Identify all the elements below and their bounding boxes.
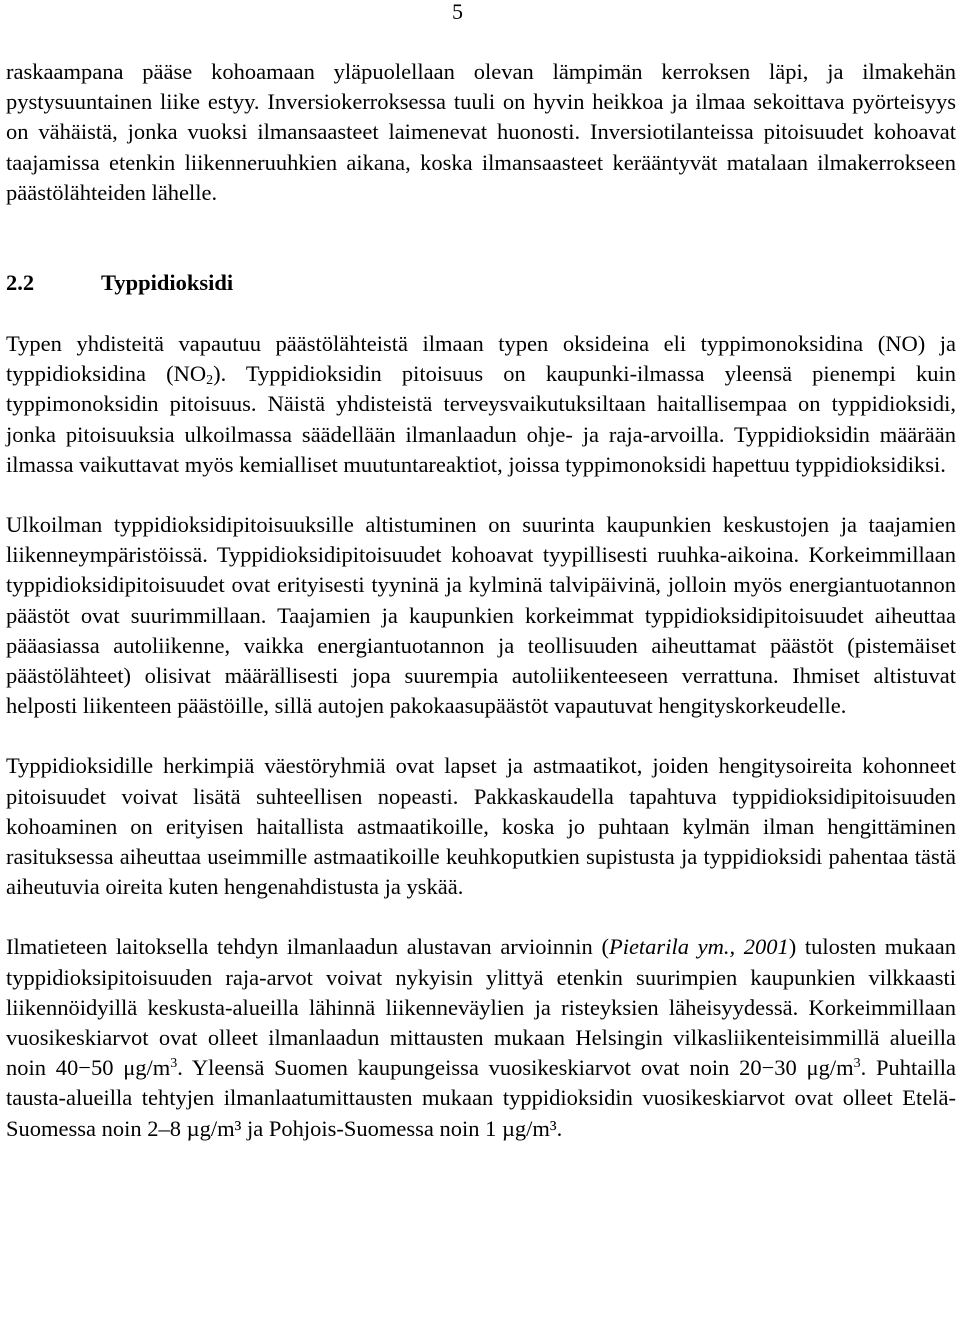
paragraph-exposure: Ulkoilman typpidioksidipitoisuuksille altistuminen on suurinta kaupunkien keskustojen ja taajamien liikenneympäristöissä. Typpidioksidipitoisuudet kohoavat tyypillisesti ruuhka-aikoina. Korkeimmillaan typpidioksidipitoisuudet ovat erityisesti tyyninä ja kylminä talvipäivinä, jolloin myös energiantuotannon päästöt ovat suurimmillaan. Taajamien ja kaupunkien korkeimmat typpidioksidipitoisuudet aiheuttaa pääasiassa autoliikenne, vaikka energiantuotannon ja teollisuuden aiheuttamat päästöt (pistemäiset päästölähteet) olisivat määrällisesti jopa suurempia autoliikenteeseen verrattuna. Ihmiset altistuvat helposti liikenteen päästöille, sillä autojen pakokaasupäästöt vapautuvat hengityskorkeudelle. [6,512,956,719]
section-title: Typpidioksidi [101,270,234,296]
superscript: 3 [853,1056,861,1072]
superscript: 3 [170,1056,178,1072]
paragraph-text: . Puhtailla tausta-alueilla tehtyjen ilmanlaatumittausten mukaan typpidioksidin vuosikeskiarvot ovat olleet Etelä-Suomessa noin 2–8 µg/m³ ja Pohjois-Suomessa noin 1 µg/m³. [6,1055,956,1141]
paragraph-intro: raskaampana pääse kohoamaan yläpuolellaan olevan lämpimän kerroksen läpi, ja ilmakehän pystysuuntainen liike estyy. Inversiokerroksessa tuuli on hyvin heikkoa ja ilmaa sekoittava pyörteisyys on vähäistä, jonka vuoksi ilmansaasteet laimenevat huonosti. Inversiotilanteissa pitoisuudet kohoavat taajamissa etenkin liikenneruuhkien aikana, koska ilmansaasteet kerääntyvät matalaan ilmakerrokseen päästölähteiden lähelle. [6,59,956,205]
paragraph-text: . Yleensä Suomen kaupungeissa vuosikeskiarvot ovat noin 20−30 μg/m [177,1055,854,1081]
page-number: 5 [452,0,463,24]
section-heading [6,268,956,298]
citation: Pietarila ym., 2001 [608,934,789,960]
paragraph-assessment [6,932,956,1143]
paragraph-text: ) tulosten mukaan typpidioksipitoisuuden raja-arvot voivat nykyisin ylittyä etenkin suurimpien kaupunkien vilkkaasti liikennöidyillä keskusta-alueilla lähinnä liikenneväylien ja risteyksien läheisyydessä. Korkeimmillaan vuosikeskiarvot ovat olleet ilmanlaadun mittausten mukaan Helsingin vilkasliikenteisimmillä alueilla noin 40−50 μg/m [6,934,956,1081]
paragraph-text: Ilmatieteen laitoksella tehdyn ilmanlaadun alustavan arvioinnin ( [6,934,609,960]
subscript: 2 [206,373,214,389]
paragraph-text: Typen yhdisteitä vapautuu päästölähteistä ilmaan typen oksideina eli typpimonoksidina (NO) ja typpidioksidina (NO [6,331,956,387]
section-number: 2.2 [6,270,35,296]
paragraph-sensitive-groups: Typpidioksidille herkimpiä väestöryhmiä ovat lapset ja astmaatikot, joiden hengitysoireita kohonneet pitoisuudet voivat lisätä suhteellisen nopeasti. Pakkaskaudella tapahtuva typpidioksidipitoisuuden kohoaminen on erityisen haitallista astmaatikoille, koska jo puhtaan kylmän ilman hengittäminen rasituksessa aiheuttaa useimmille astmaatikoille keuhkoputkien supistusta ja typpidioksidi pahentaa tästä aiheutuvia oireita kuten hengenahdistusta ja yskää. [6,753,956,900]
paragraph-text: ). Typpidioksidin pitoisuus on kaupunki-ilmassa yleensä pienempi kuin typpimonoksidin pitoisuus. Näistä yhdisteistä terveysvaikutuksiltaan haitallisempaa on typpidioksidi, jonka pitoisuuksia ulkoilmassa säädellään ilmanlaadun ohje- ja raja-arvoilla. Typpidioksidin määrään ilmassa vaikuttavat myös kemialliset muutuntareaktiot, joissa typpimonoksidi hapettuu typpidioksidiksi. [6,361,956,477]
paragraph-no2-sources [6,329,956,480]
page-content [6,57,956,1144]
